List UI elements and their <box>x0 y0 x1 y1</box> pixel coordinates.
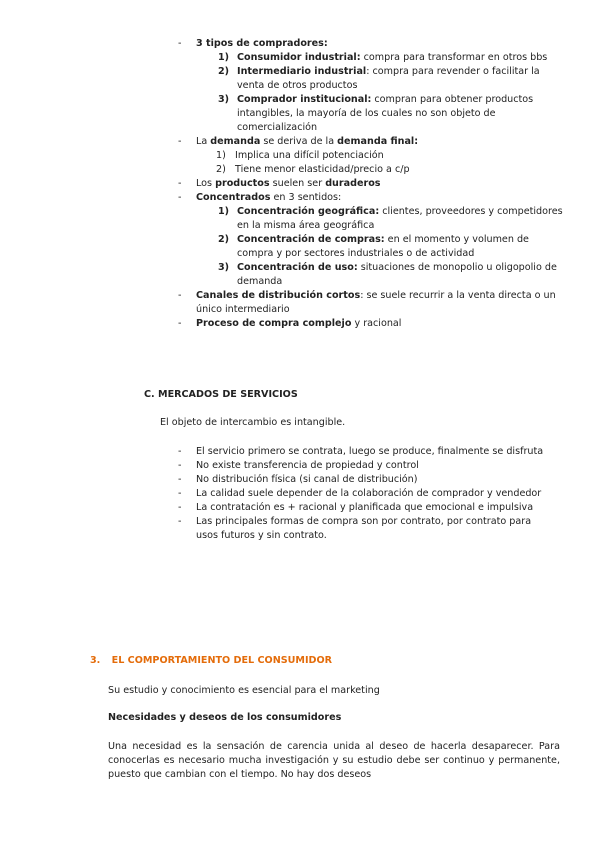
section-3-paragraph: Una necesidad es la sensación de carencia unida al deseo de hacerla desaparecer. Para conocerlas es necesario mucha investigación y su estudio debe ser continuo y permanente, puesto que cambian con el tiempo. No hay dos deseos <box>108 741 560 780</box>
list-item: - Las principales formas de compra son por contrato, por contrato para usos futuros y sin contrato. <box>178 515 553 543</box>
list-item: - No existe transferencia de propiedad y control <box>178 459 553 473</box>
list-item: 3) Concentración de uso: situaciones de monopolio u oligopolio de demanda <box>218 262 557 287</box>
list-item: - La contratación es + racional y planificada que emocional e impulsiva <box>178 501 553 515</box>
list-item: - El servicio primero se contrata, luego se produce, finalmente se disfruta <box>178 445 553 459</box>
list-item: - Proceso de compra complejo y racional <box>178 317 568 331</box>
list-item <box>218 51 568 135</box>
section-3-subheading: Necesidades y deseos de los consumidores <box>108 712 342 723</box>
section-c-title: C. MERCADOS DE SERVICIOS <box>144 389 298 400</box>
list-item <box>218 205 568 289</box>
list-item: - 3 tipos de compradores: <box>178 37 568 51</box>
section-c-intro: El objeto de intercambio es intangible. <box>160 417 346 428</box>
list-item: 2) Concentración de compras: en el momento y volumen de compra y por sectores industriales o de actividad <box>218 234 529 259</box>
services-market-list <box>178 445 553 543</box>
list-item: 3) Comprador institucional: compran para obtener productos intangibles, la mayoría de los cuales no son objeto de comercialización <box>218 94 534 133</box>
industrial-market-list <box>178 37 568 331</box>
section-3-title: EL COMPORTAMIENTO DEL CONSUMIDOR <box>111 655 333 666</box>
section-3-number: 3. <box>90 655 101 666</box>
list-item: 2) Intermediario industrial: compra para revender o facilitar la venta de otros productos <box>218 66 540 91</box>
list-item: - No distribución física (si canal de distribución) <box>178 473 553 487</box>
list-item: - Canales de distribución cortos: se suele recurrir a la venta directa o un único intermediario <box>178 289 568 317</box>
list-item: 2) Tiene menor elasticidad/precio a c/p <box>216 164 410 175</box>
list-item <box>216 149 568 177</box>
list-item: 1) Consumidor industrial: compra para transformar en otros bbs <box>218 52 548 63</box>
list-item: 1) Concentración geográfica: clientes, proveedores y competidores en la misma área geográfica <box>218 206 563 231</box>
list-item: - Concentrados en 3 sentidos: <box>178 191 568 205</box>
section-3-heading <box>90 654 332 668</box>
list-item: 1) Implica una difícil potenciación <box>216 150 384 161</box>
list-item: - Los productos suelen ser duraderos <box>178 177 568 191</box>
list-item: - La demanda se deriva de la demanda final: <box>178 135 568 149</box>
section-3-intro: Su estudio y conocimiento es esencial para el marketing <box>108 685 380 696</box>
list-item: - La calidad suele depender de la colaboración de comprador y vendedor <box>178 487 553 501</box>
